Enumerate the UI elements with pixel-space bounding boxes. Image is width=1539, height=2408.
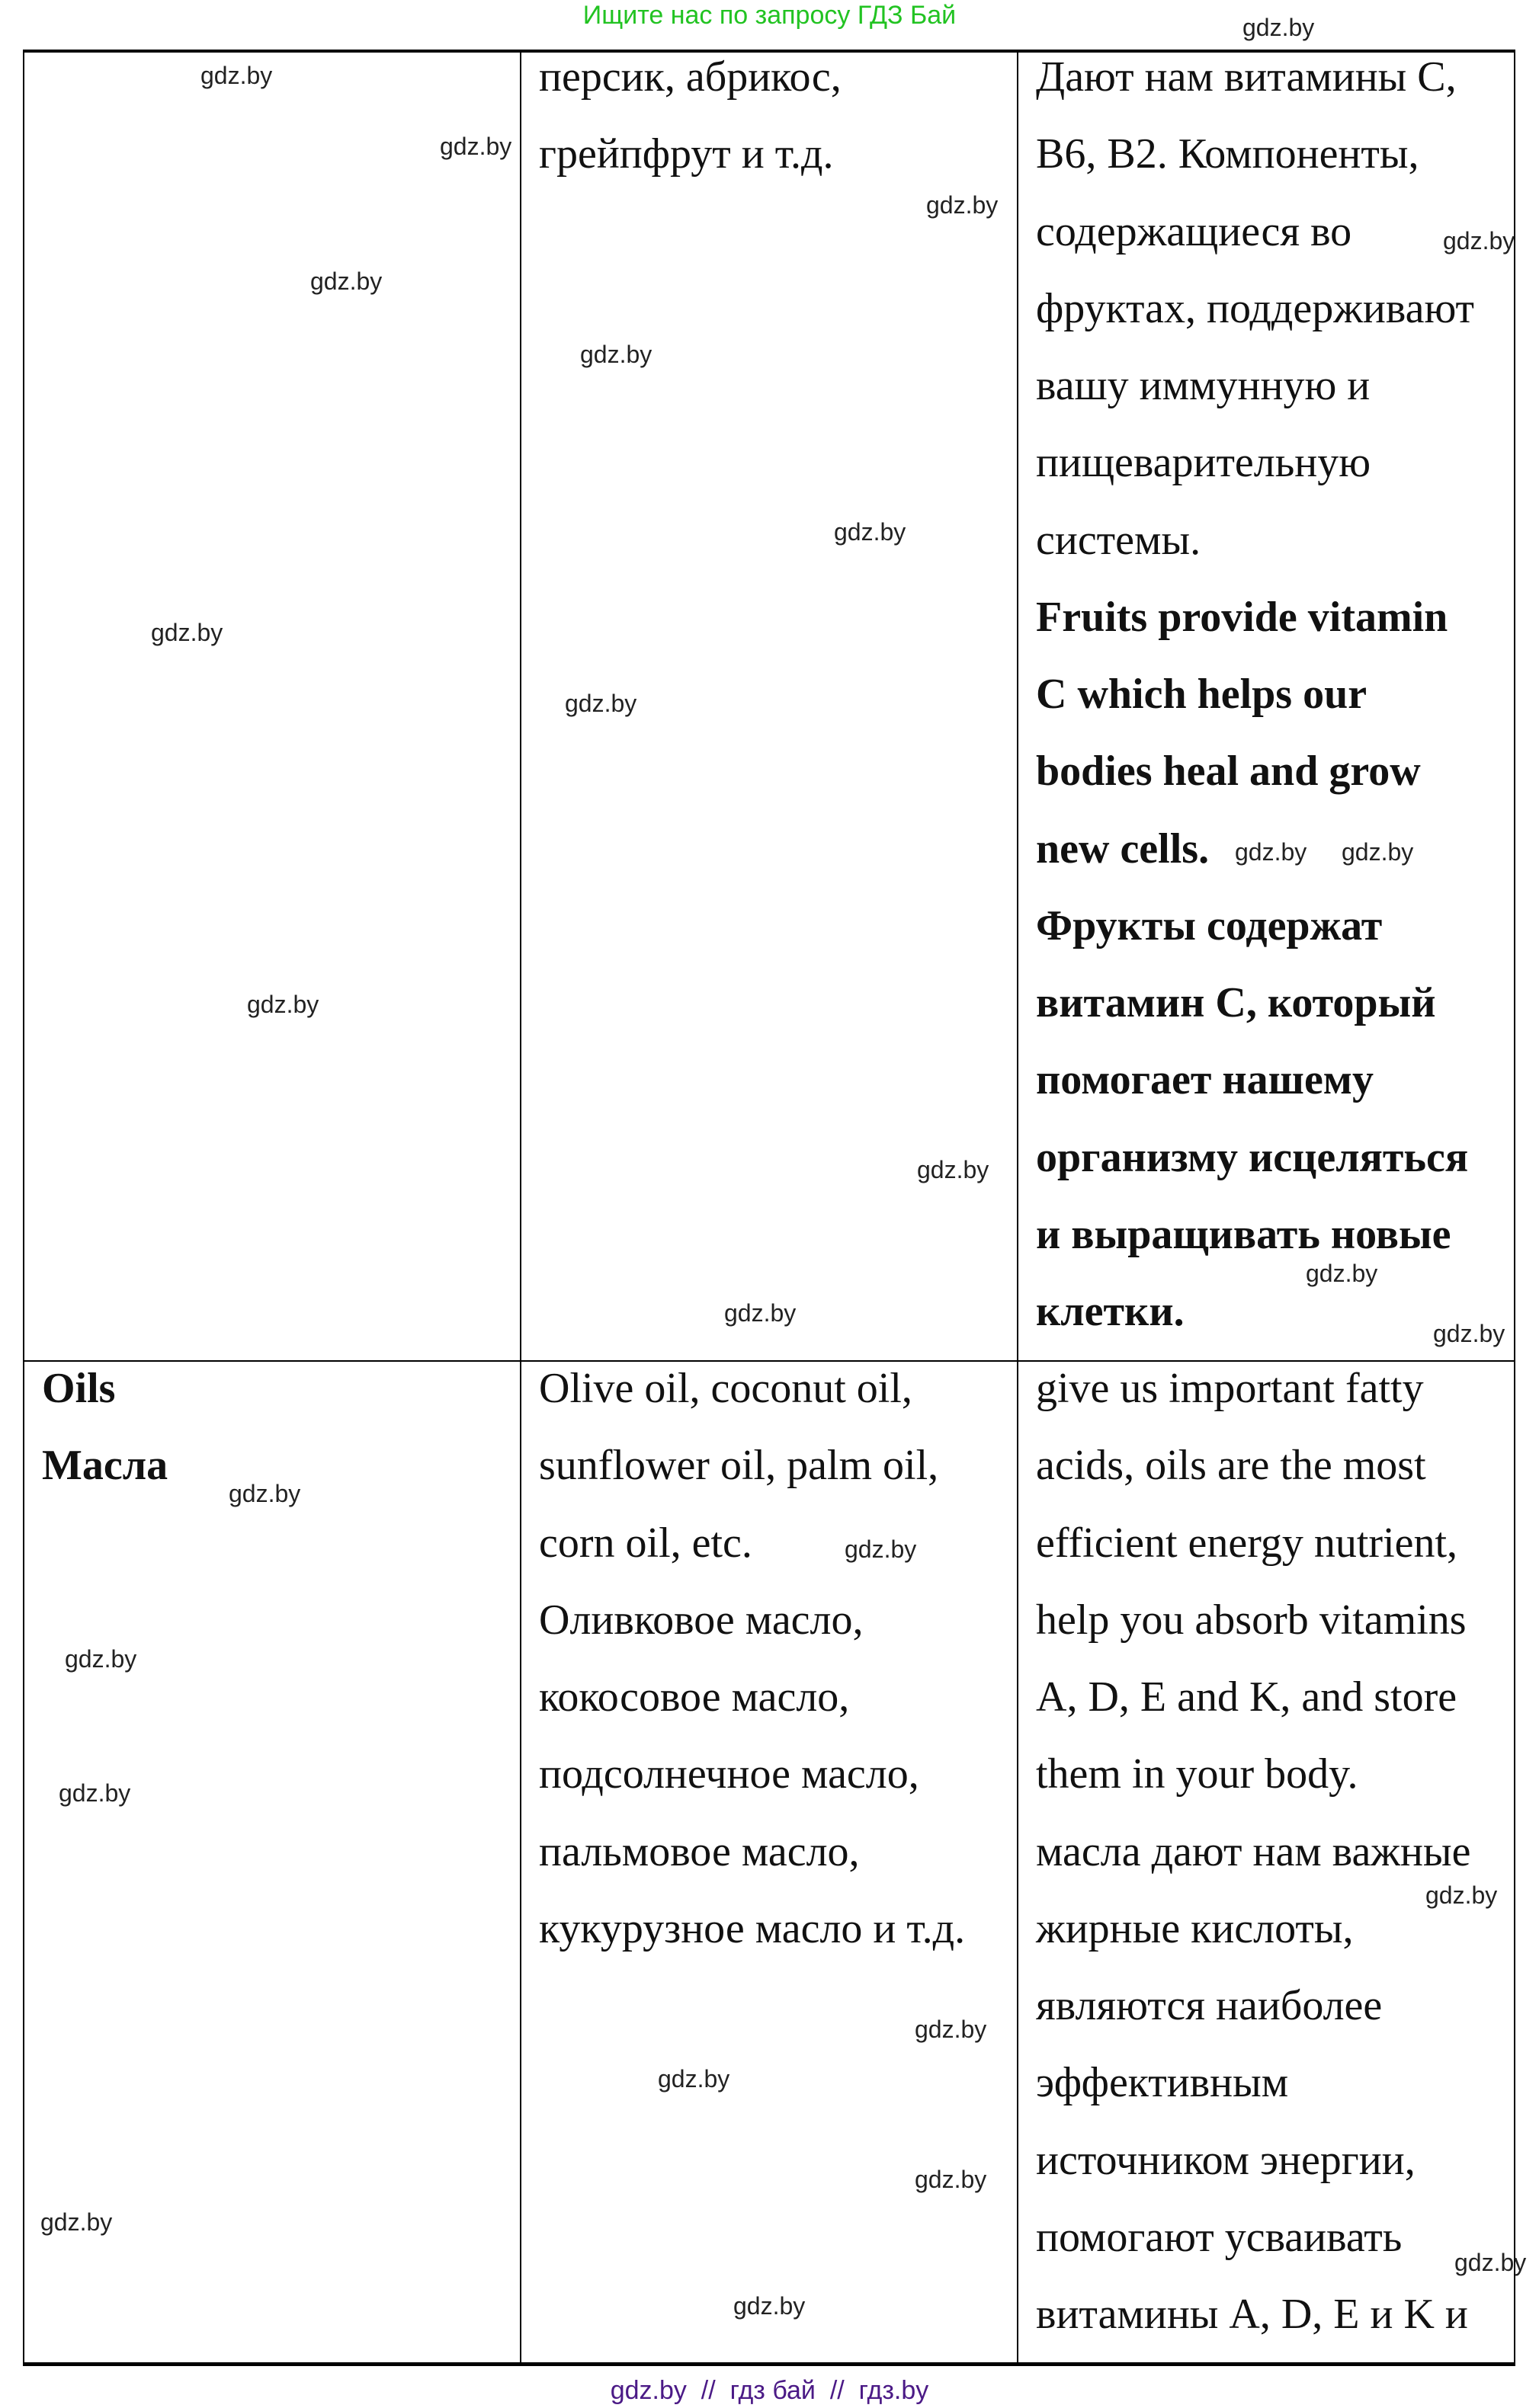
text-line: являются наиболее bbox=[1036, 1982, 1383, 2029]
watermark-text: gdz.by bbox=[917, 1156, 989, 1183]
watermark-text: gdz.by bbox=[1443, 227, 1515, 255]
watermark-text: gdz.by bbox=[565, 690, 637, 717]
watermark-text: gdz.by bbox=[1454, 2249, 1527, 2276]
watermark-text: gdz.by bbox=[733, 2292, 806, 2320]
watermark-text: gdz.by bbox=[1306, 1260, 1378, 1287]
text-line: грейпфрут и т.д. bbox=[539, 130, 834, 178]
text-line: acids, oils are the most bbox=[1036, 1442, 1426, 1490]
text-line: и выращивать новые bbox=[1036, 1210, 1451, 1258]
text-line: bodies heal and grow bbox=[1036, 748, 1421, 796]
text-line: help you absorb vitamins bbox=[1036, 1596, 1467, 1644]
text-line: жирные кислоты, bbox=[1036, 1904, 1354, 1952]
watermark-text: gdz.by bbox=[580, 341, 652, 368]
watermark-text: gdz.by bbox=[1235, 838, 1307, 866]
text-line: эффективным bbox=[1036, 2059, 1289, 2107]
text-line: содержащиеся во bbox=[1036, 207, 1352, 255]
watermark-text: gdz.by bbox=[1425, 1881, 1498, 1909]
text-line: efficient energy nutrient, bbox=[1036, 1519, 1458, 1567]
watermark-text: gdz.by bbox=[59, 1779, 131, 1807]
col-border bbox=[1514, 50, 1515, 2366]
text-line: Дают нам витамины С, bbox=[1036, 53, 1457, 101]
text-line: персик, абрикос, bbox=[539, 53, 842, 101]
watermark-text: gdz.by bbox=[247, 991, 319, 1018]
watermark-text: gdz.by bbox=[926, 191, 999, 219]
text-line: corn oil, etc. bbox=[539, 1519, 752, 1567]
text-line: организму исцеляться bbox=[1036, 1133, 1469, 1181]
text-line: Оливковое масло, bbox=[539, 1596, 864, 1644]
text-line: системы. bbox=[1036, 516, 1201, 564]
watermark-text: gdz.by bbox=[310, 267, 383, 295]
watermark-text: gdz.by bbox=[724, 1299, 797, 1327]
watermark-text: gdz.by bbox=[200, 62, 273, 89]
text-line: пищеварительную bbox=[1036, 439, 1371, 487]
text-line: В6, В2. Компоненты, bbox=[1036, 130, 1419, 178]
oils-examples-cell bbox=[539, 1350, 965, 1968]
text-line: Olive oil, coconut oil, bbox=[539, 1365, 912, 1412]
text-line: помогает нашему bbox=[1036, 1056, 1374, 1104]
watermark-text: gdz.by bbox=[229, 1480, 301, 1507]
col-border bbox=[1017, 50, 1018, 2366]
watermark-text: gdz.by bbox=[915, 2016, 987, 2043]
text-line: подсолнечное масло, bbox=[539, 1750, 919, 1798]
col-border bbox=[23, 50, 24, 2366]
text-line: витамин С, который bbox=[1036, 979, 1436, 1026]
text-line: sunflower oil, palm oil, bbox=[539, 1442, 939, 1490]
text-line: пальмовое масло, bbox=[539, 1827, 860, 1875]
text-line: Фрукты содержат bbox=[1036, 901, 1383, 949]
text-line: Fruits provide vitamin bbox=[1036, 593, 1448, 641]
watermark-text: gdz.by bbox=[440, 133, 512, 160]
table-border-bottom bbox=[23, 2362, 1515, 2366]
text-line: масла дают нам важные bbox=[1036, 1827, 1471, 1875]
watermark-text: gdz.by bbox=[151, 619, 223, 646]
watermark-text: gdz.by bbox=[658, 2065, 730, 2093]
text-line: new cells. bbox=[1036, 825, 1210, 873]
oils-benefits-cell bbox=[1036, 1350, 1470, 2353]
text-line: give us important fatty bbox=[1036, 1365, 1424, 1412]
watermark-text: gdz.by bbox=[1242, 14, 1315, 41]
text-line: кокосовое масло, bbox=[539, 1673, 850, 1721]
text-line: фруктах, поддерживают bbox=[1036, 284, 1475, 332]
watermark-text: gdz.by bbox=[40, 2208, 113, 2236]
watermark-text: gdz.by bbox=[915, 2166, 987, 2193]
watermark-text: gdz.by bbox=[1342, 838, 1414, 866]
text-line: A, D, E and K, and store bbox=[1036, 1673, 1457, 1721]
col-border bbox=[520, 50, 521, 2366]
footer-links: gdz.by // гдз бай // гдз.by bbox=[610, 2376, 929, 2405]
watermark-text: gdz.by bbox=[834, 518, 906, 546]
watermark-text: gdz.by bbox=[65, 1645, 137, 1673]
text-line: C which helps our bbox=[1036, 671, 1367, 718]
text-line: Масла bbox=[42, 1442, 168, 1490]
text-line: Oils bbox=[42, 1365, 116, 1412]
text-line: вашу иммунную и bbox=[1036, 362, 1371, 409]
fruits-benefits-cell bbox=[1036, 39, 1474, 1350]
search-banner: Ищите нас по запросу ГДЗ Бай bbox=[582, 1, 957, 30]
fruits-examples-cell bbox=[539, 39, 842, 194]
text-line: помогают усваивать bbox=[1036, 2213, 1403, 2261]
text-line: клетки. bbox=[1036, 1288, 1185, 1335]
oils-category-cell bbox=[42, 1350, 168, 1505]
text-line: them in your body. bbox=[1036, 1750, 1358, 1798]
watermark-text: gdz.by bbox=[845, 1535, 917, 1563]
watermark-text: gdz.by bbox=[1433, 1320, 1505, 1347]
text-line: источником энергии, bbox=[1036, 2136, 1416, 2184]
text-line: кукурузное масло и т.д. bbox=[539, 1904, 966, 1952]
text-line: витамины A, D, E и K и bbox=[1036, 2291, 1468, 2338]
